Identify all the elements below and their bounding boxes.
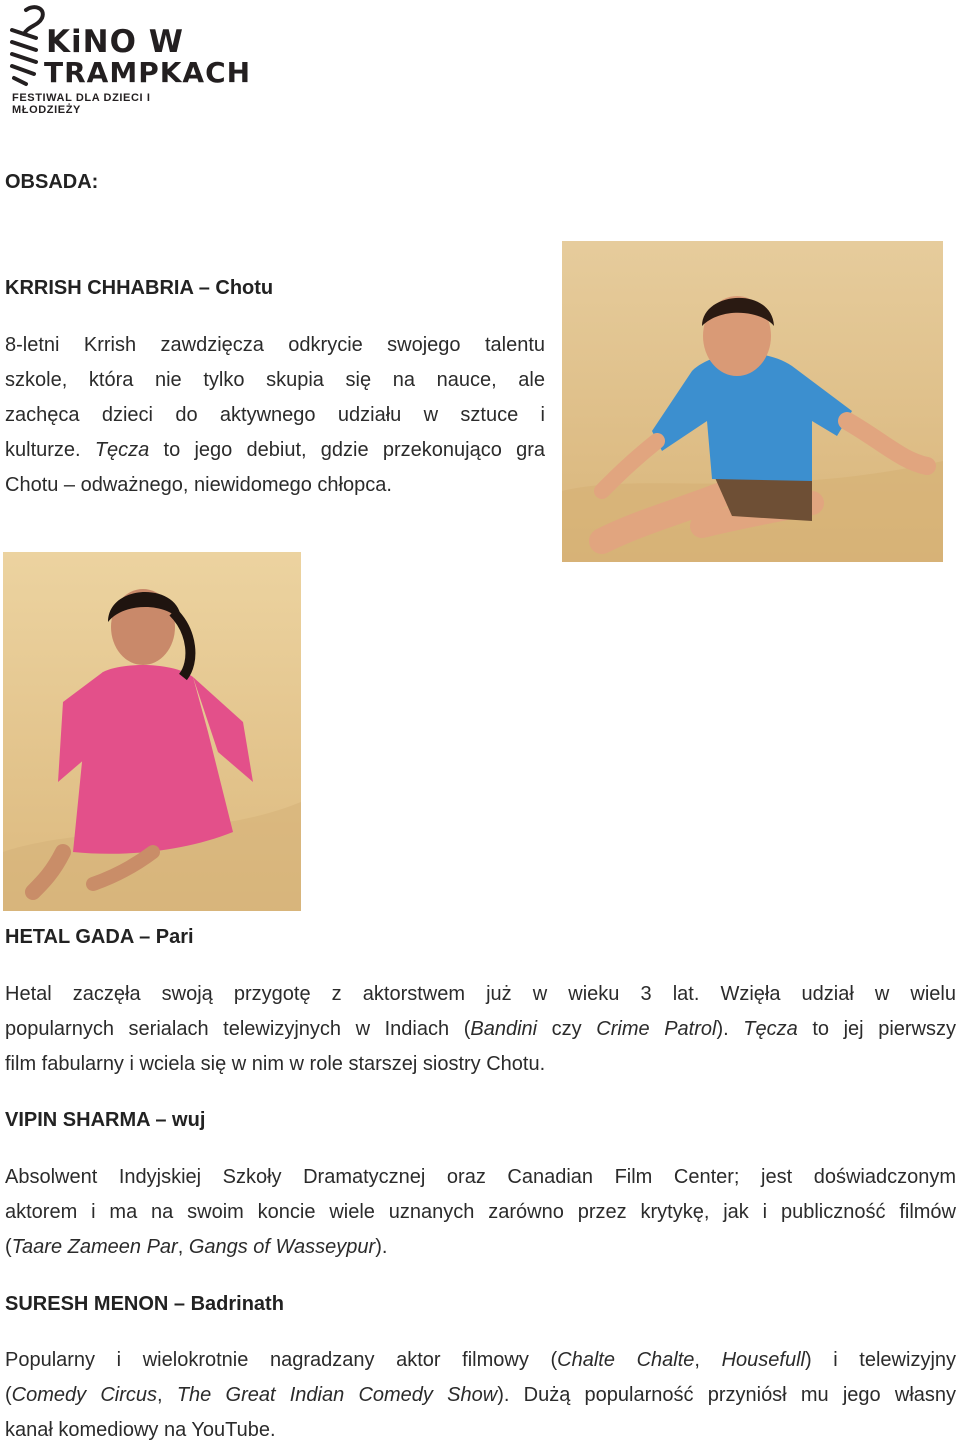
- bio-line: popularnych serialach telewizyjnych w Indiach (Bandini czy Crime Patrol). Tęcza to jej pierwszy: [5, 1018, 956, 1040]
- bio-line: szkole, która nie tylko skupia się na nauce, ale: [5, 369, 545, 391]
- bio-line: Popularny i wielokrotnie nagradzany aktor filmowy (Chalte Chalte, Housefull) i telewizyjny: [5, 1349, 957, 1371]
- actor-bio-suresh: [5, 1343, 956, 1448]
- actor-heading-suresh: SURESH MENON – Badrinath: [5, 1293, 284, 1315]
- bio-line: film fabularny i wciela się w nim w role starszej siostry Chotu.: [5, 1053, 546, 1075]
- bio-line: kulturze. Tęcza to jego debiut, gdzie przekonująco gra: [5, 439, 545, 461]
- festival-logo: [6, 4, 252, 116]
- actor-bio-vipin: [5, 1160, 956, 1265]
- actor-photo-krrish: [562, 241, 943, 562]
- logo-title-line-2: TRAMPKACH: [44, 56, 252, 89]
- actor-bio-hetal: [5, 977, 956, 1082]
- bio-line: zachęca dzieci do aktywnego udziału w sztuce i: [5, 404, 545, 426]
- bio-line: kanał komediowy na YouTube.: [5, 1419, 276, 1441]
- actor-photo-hetal: [3, 552, 301, 911]
- actor-heading-hetal: HETAL GADA – Pari: [5, 926, 194, 948]
- actor-heading-vipin: VIPIN SHARMA – wuj: [5, 1109, 206, 1131]
- section-title: OBSADA:: [5, 171, 99, 193]
- logo-tagline: FESTIWAL DLA DZIECI I MŁODZIEŻY: [12, 92, 151, 116]
- bio-line: aktorem i ma na swoim koncie wiele uznanych zarówno przez krytykę, jak i publiczność filmów: [5, 1201, 956, 1223]
- bio-line: Hetal zaczęła swoją przygotę z aktorstwem już w wieku 3 lat. Wzięła udział w wielu: [5, 983, 956, 1005]
- actor-bio-krrish: [5, 328, 545, 503]
- bio-line: 8-letni Krrish zawdzięcza odkrycie swojego talentu: [5, 334, 545, 356]
- bio-line: (Comedy Circus, The Great Indian Comedy Show). Dużą popularność przyniósł mu jego własny: [5, 1384, 957, 1406]
- bio-line: Chotu – odważnego, niewidomego chłopca.: [5, 474, 392, 496]
- logo-title-line-1: KiNO W: [46, 24, 184, 60]
- bio-line: (Taare Zameen Par, Gangs of Wasseypur).: [5, 1236, 388, 1258]
- actor-heading-krrish: KRRISH CHHABRIA – Chotu: [5, 277, 274, 299]
- bio-line: Absolwent Indyjskiej Szkoły Dramatycznej oraz Canadian Film Center; jest doświadczonym: [5, 1166, 956, 1188]
